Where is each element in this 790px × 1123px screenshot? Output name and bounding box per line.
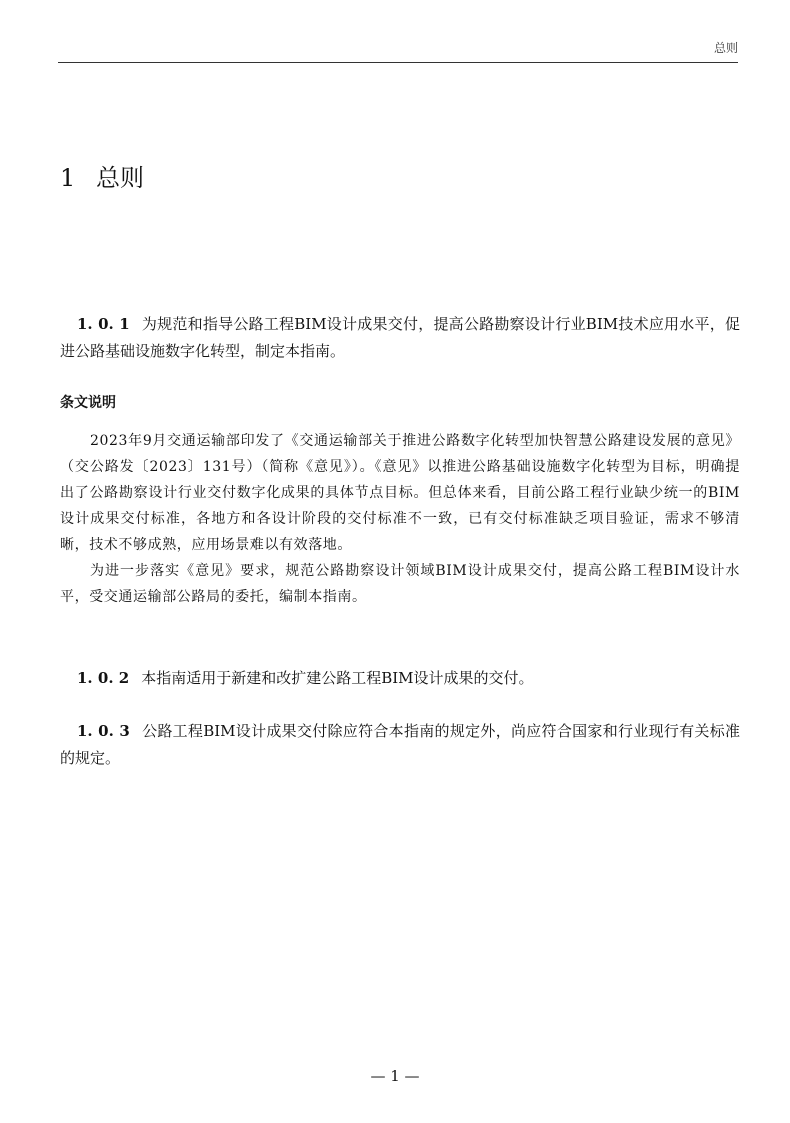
- clause-number: 1. 0. 2: [77, 669, 130, 687]
- clause-1-0-2: [60, 665, 740, 692]
- clause-1-0-3: [60, 718, 740, 772]
- clause-paragraph: [60, 311, 740, 365]
- running-header: [58, 38, 738, 63]
- clause-text: 公路工程BIM设计成果交付除应符合本指南的规定外，尚应符合国家和行业现行有关标准的规定。: [60, 722, 741, 767]
- running-header-title: 总则: [713, 41, 738, 55]
- clause-text: 本指南适用于新建和改扩建公路工程BIM设计成果的交付。: [141, 669, 534, 687]
- page-number: — 1 —: [370, 1067, 420, 1085]
- clause-1-0-1: [60, 311, 740, 365]
- chapter-title-text: 总则: [96, 164, 144, 192]
- chapter-title: [60, 160, 144, 196]
- note-paragraph-2: 为进一步落实《意见》要求，规范公路勘察设计领域BIM设计成果交付，提高公路工程BIM设计水平，受交通运输部公路局的委托，编制本指南。: [60, 563, 740, 605]
- note-title: 条文说明: [60, 395, 116, 411]
- note-paragraph-1: 2023年9月交通运输部印发了《交通运输部关于推进公路数字化转型加快智慧公路建设发展的意见》（交公路发〔2023〕131号）（简称《意见》）。《意见》以推进公路基础设施数字化转型为目标，明确提出了公路勘察设计行业交付数字化成果的具体节点目标。但总体来看，目前公路工程行业缺少统一的BIM设计成果交付标准，各地方和各设计阶段的交付标准不一致，已有交付标准缺乏项目验证，需求不够清晰，技术不够成熟，应用场景难以有效落地。: [60, 433, 740, 553]
- chapter-number: 1: [60, 164, 76, 192]
- clause-number: 1. 0. 1: [77, 315, 130, 333]
- clause-paragraph: [60, 718, 740, 772]
- clause-text: 为规范和指导公路工程BIM设计成果交付，提高公路勘察设计行业BIM技术应用水平，促进公路基础设施数字化转型，制定本指南。: [60, 315, 740, 360]
- clause-number: 1. 0. 3: [77, 722, 130, 740]
- clause-explanation: [60, 391, 740, 610]
- clause-paragraph: [60, 665, 740, 692]
